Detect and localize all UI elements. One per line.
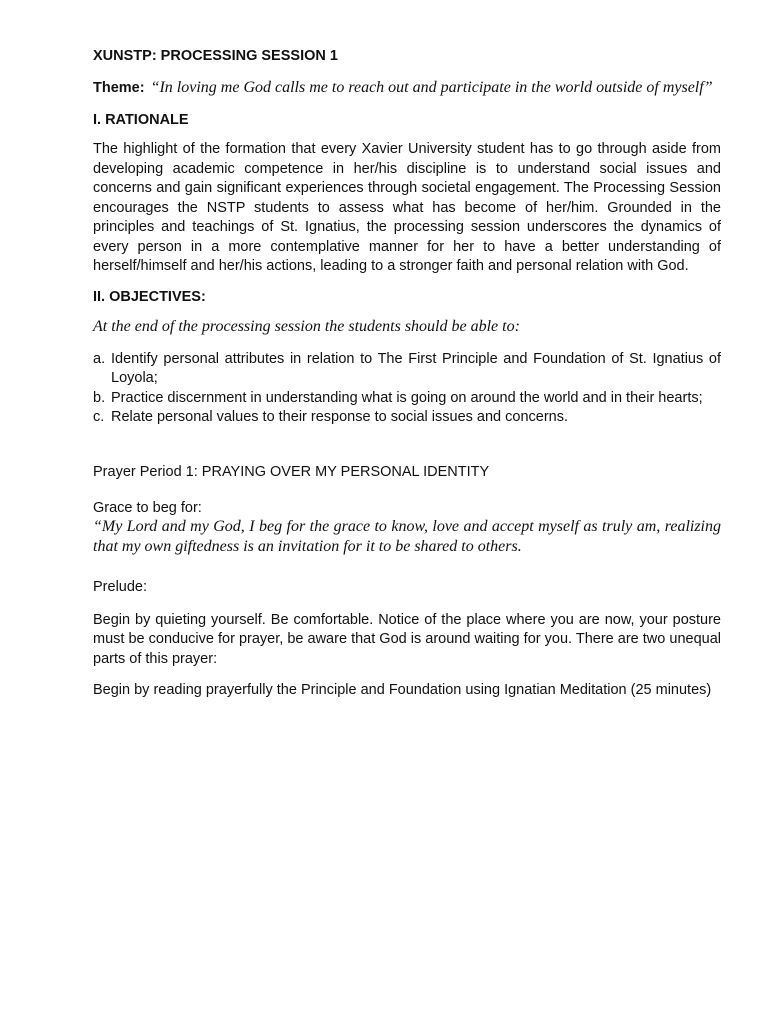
prelude-label: Prelude: — [93, 578, 148, 595]
theme-row — [93, 78, 721, 98]
list-marker: c. — [93, 409, 105, 425]
list-item-text: Relate personal values to their response to social issues and concerns. — [111, 409, 569, 425]
list-marker: a. — [93, 350, 106, 367]
document-page — [93, 48, 721, 713]
grace-text: “My Lord and my God, I beg for the grace to know, love and accept myself as truly am, realizing that my own giftedness is an invitation for it to be shared to others. — [93, 517, 721, 555]
prelude-paragraph-1: Begin by quieting yourself. Be comfortable. Notice of the place where you are now, your posture must be conducive for prayer, be aware that God is around waiting for you. There are two unequal parts of this prayer: — [93, 611, 721, 667]
list-item — [93, 350, 721, 389]
prelude-paragraph-2: Begin by reading prayerfully the Principle and Foundation using Ignatian Meditation (25 minutes) — [93, 682, 712, 698]
theme-text: “In loving me God calls me to reach out and participate in the world outside of myself” — [150, 79, 713, 96]
prayer-period-heading: Prayer Period 1: PRAYING OVER MY PERSONAL IDENTITY — [93, 463, 490, 480]
theme-label: Theme: — [93, 80, 145, 96]
rationale-heading: I. RATIONALE — [93, 112, 189, 128]
objectives-heading: II. OBJECTIVES: — [93, 288, 206, 305]
document-title: XUNSTP: PROCESSING SESSION 1 — [93, 48, 338, 64]
list-item-text: Practice discernment in understanding what is going on around the world and in their hearts; — [111, 389, 703, 406]
list-item-text: Identify personal attributes in relation to The First Principle and Foundation of St. Ignatius of Loyola; — [111, 350, 721, 386]
grace-label: Grace to beg for: — [93, 499, 202, 516]
list-item — [93, 389, 721, 409]
rationale-body: The highlight of the formation that every Xavier University student has to go through aside from developing academic competence in her/his discipline is to understand social issues and concerns and gain significant experiences through societal engagement. The Processing Session encourages the NSTP students to assess what has become of her/him. Grounded in the principles and teachings of St. Ignatius, the processing session underscores the dynamics of every person in a more contemplative manner for her to have a better understanding of herself/himself and her/his actions, leading to a stronger faith and personal relation with God. — [93, 141, 721, 274]
objectives-list — [93, 350, 721, 428]
list-marker: b. — [93, 389, 106, 406]
list-item — [93, 408, 721, 428]
objectives-intro: At the end of the processing session the students should be able to: — [93, 317, 520, 335]
